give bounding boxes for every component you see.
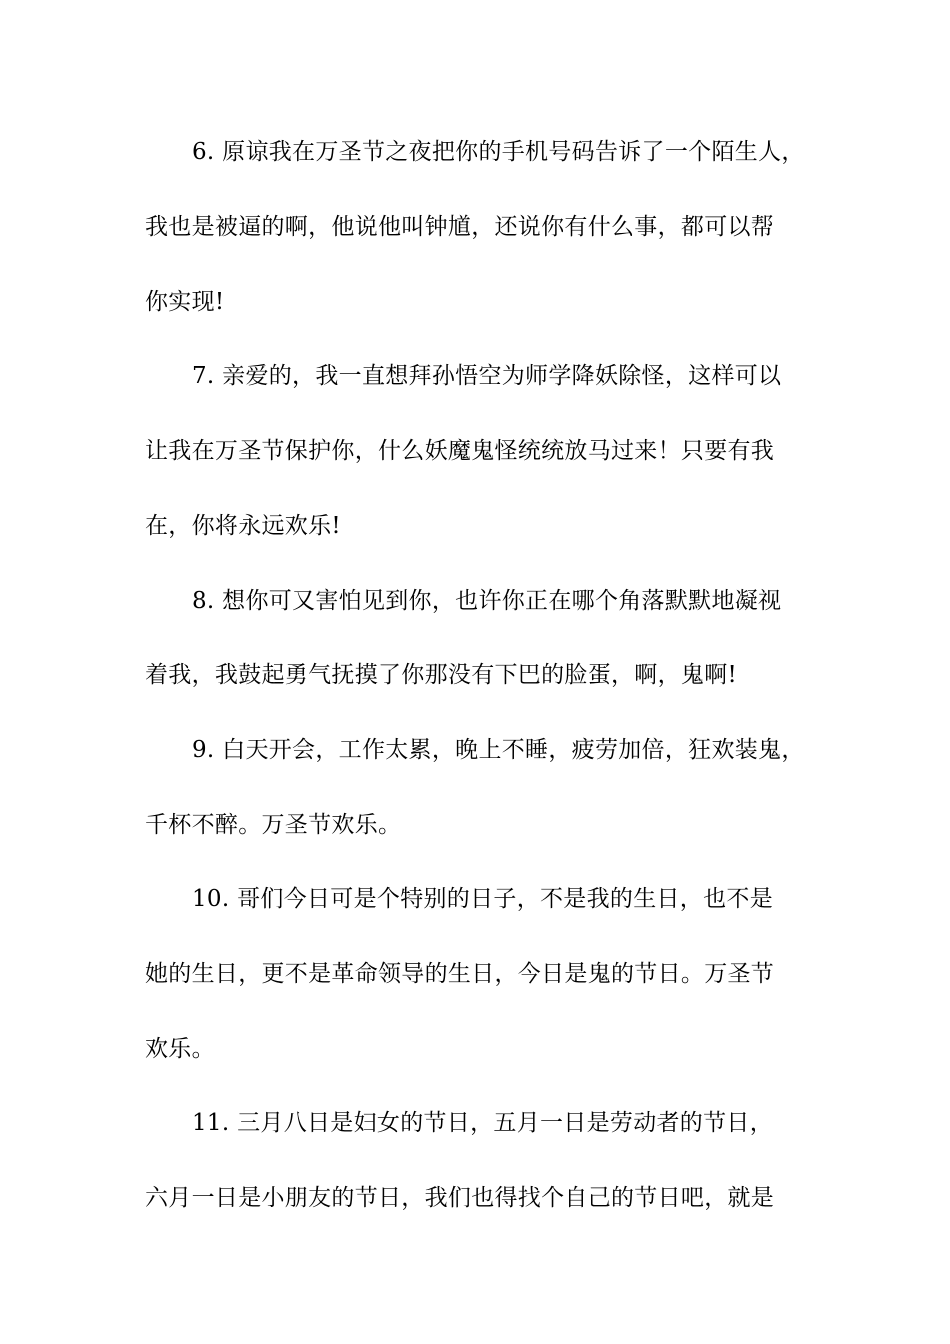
paragraph-7-line-2: 让我在万圣节保护你，什么妖魔鬼怪统统放马过来！只要有我	[145, 438, 775, 464]
paragraph-6-line-3: 你实现!	[145, 289, 225, 315]
paragraph-9-line-2: 千杯不醉。万圣节欢乐。	[145, 812, 402, 838]
paragraph-10-line-1: 10. 哥们今日可是个特别的日子，不是我的生日，也不是	[192, 886, 773, 912]
paragraph-7-line-1: 7. 亲爱的，我一直想拜孙悟空为师学降妖除怪，这样可以	[192, 363, 782, 389]
paragraph-7-line-3: 在，你将永远欢乐!	[145, 513, 341, 539]
paragraph-10-line-2: 她的生日，更不是革命领导的生日，今日是鬼的节日。万圣节	[145, 961, 775, 987]
paragraph-8-line-2: 着我，我鼓起勇气抚摸了你那没有下巴的脸蛋，啊，鬼啊!	[145, 662, 738, 688]
paragraph-11-line-1: 11. 三月八日是妇女的节日，五月一日是劳动者的节日，	[192, 1110, 773, 1136]
paragraph-10-line-3: 欢乐。	[145, 1036, 215, 1062]
paragraph-6-line-2: 我也是被逼的啊，他说他叫钟馗，还说你有什么事，都可以帮	[145, 214, 775, 240]
paragraph-6-line-1: 6. 原谅我在万圣节之夜把你的手机号码告诉了一个陌生人，	[192, 139, 805, 165]
paragraph-11-line-2: 六月一日是小朋友的节日，我们也得找个自己的节日吧，就是	[145, 1185, 775, 1211]
paragraph-9-line-1: 9. 白天开会，工作太累，晚上不睡，疲劳加倍，狂欢装鬼，	[192, 737, 805, 763]
paragraph-8-line-1: 8. 想你可又害怕见到你，也许你正在哪个角落默默地凝视	[192, 588, 782, 614]
